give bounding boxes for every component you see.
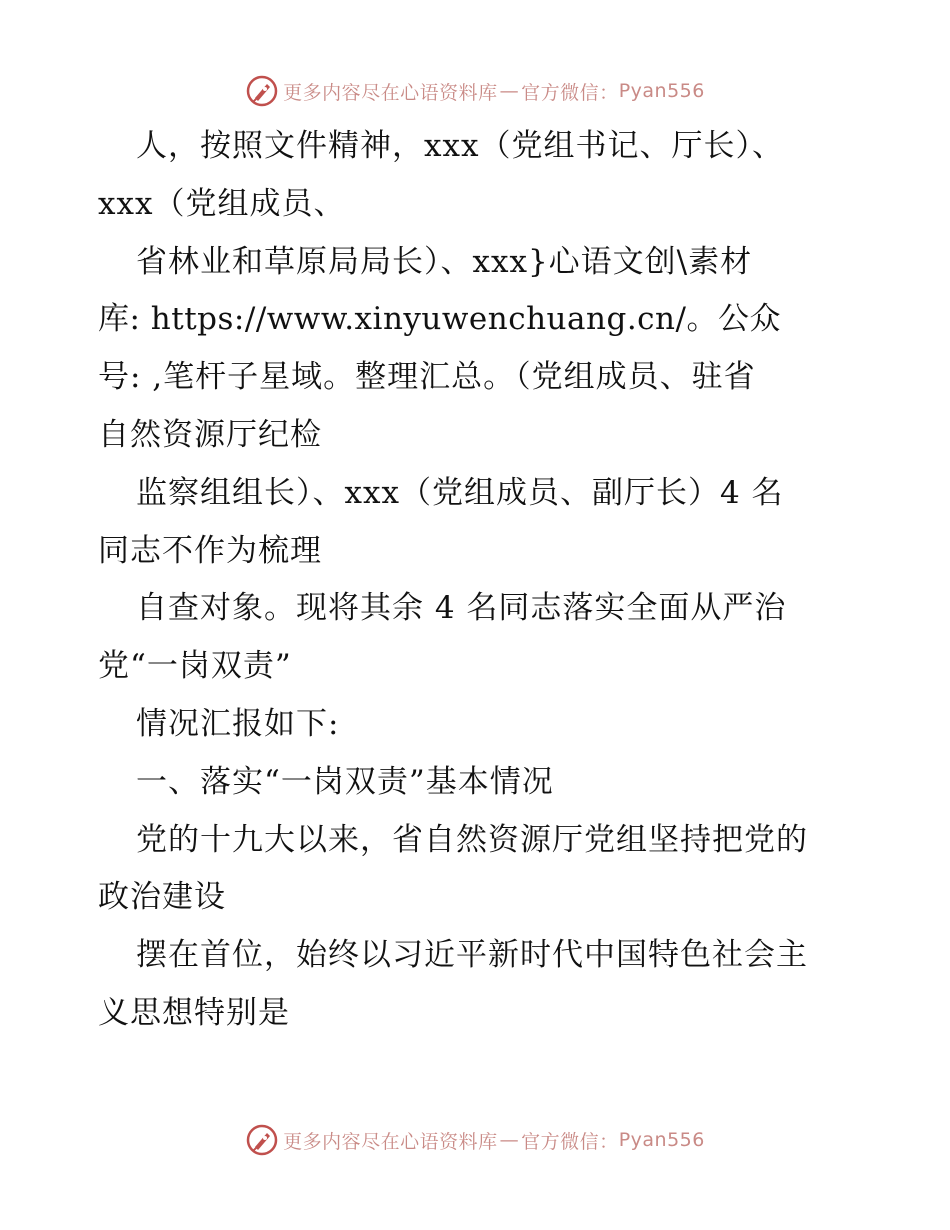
watermark-label: 官方微信： (521, 81, 619, 104)
text-line: 义思想特别是 (98, 994, 290, 1031)
text-line: 人，按照文件精神，xxx（党组书记、厅长）、 (136, 128, 784, 164)
text-line: 党的十九大以来，省自然资源厅党组坚持把党的 (136, 821, 808, 858)
watermark-label: 官方微信： (521, 1130, 619, 1153)
watermark-wechat-id: Pyan556 (618, 1129, 705, 1151)
text-line: 监察组组长）、xxx（党组成员、副厅长）4 名 (136, 474, 784, 511)
pen-nib-logo-icon (245, 1123, 279, 1157)
watermark-separator: — (499, 80, 520, 102)
text-line: 自查对象。现将其余 4 名同志落实全面从严治 (136, 590, 787, 627)
footer-watermark (0, 1120, 950, 1160)
text-line: 同志不作为梳理 (98, 532, 322, 569)
text-line: 省林业和草原局局长）、xxx}心语文创\素材 (136, 243, 753, 280)
text-line: 号: ,笔杆子星域。整理汇总。（党组成员、驻省 (98, 359, 756, 396)
watermark-wechat-id: Pyan556 (618, 80, 705, 102)
pen-nib-logo-icon (245, 74, 279, 108)
text-line: 政治建设 (98, 879, 226, 916)
text-line: 库: https://www.xinyuwenchuang.cn/。公众 (98, 301, 781, 338)
watermark-text: 更多内容尽在心语资料库 (283, 81, 498, 104)
header-watermark (0, 71, 950, 111)
section-heading: 一、落实“一岗双责”基本情况 (136, 763, 554, 800)
text-line: 党“一岗双责” (98, 648, 292, 685)
watermark-text: 更多内容尽在心语资料库 (283, 1130, 498, 1153)
text-line: 自然资源厅纪检 (98, 416, 322, 453)
text-line: 摆在首位，始终以习近平新时代中国特色社会主 (136, 937, 808, 974)
watermark-separator: — (499, 1129, 520, 1151)
document-body (98, 118, 858, 1043)
text-line: xxx（党组成员、 (98, 185, 346, 222)
text-line: 情况汇报如下: (136, 705, 340, 742)
